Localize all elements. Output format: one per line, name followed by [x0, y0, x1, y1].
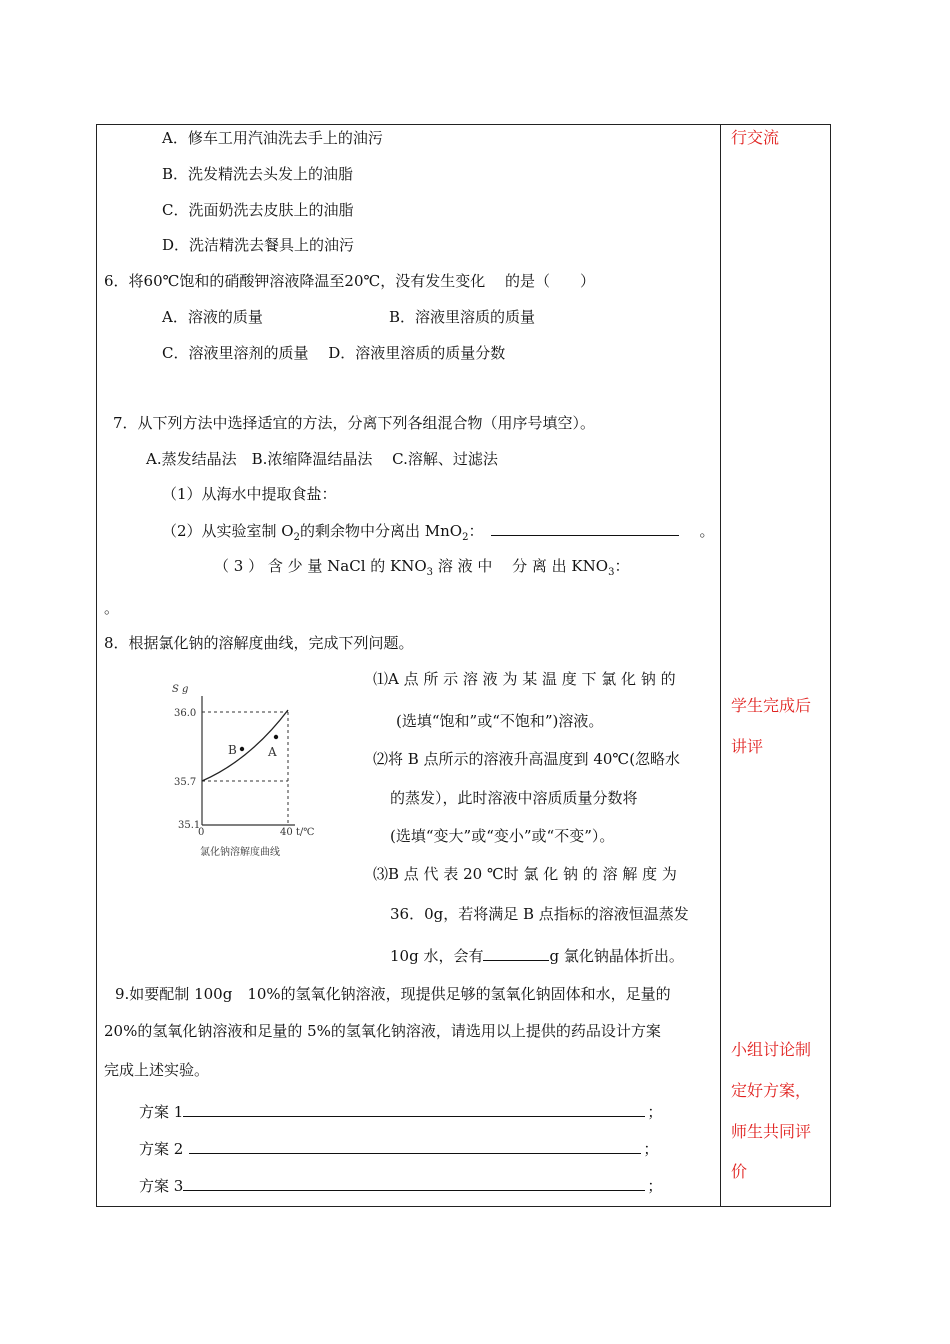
graph-point-a-label: A	[268, 745, 277, 759]
note-group-4: 价	[731, 1162, 748, 1181]
q5-option-a: A．修车工用汽油洗去手上的油污	[162, 129, 383, 147]
q7-part1: （1）从海水中提取食盐：	[162, 485, 337, 503]
note-group-1: 小组讨论制	[731, 1040, 812, 1059]
q5-option-c: C．洗面奶洗去皮肤上的油脂	[162, 201, 354, 219]
q9-line1: 9.如要配制 100g 10%的氢氧化钠溶液，现提供足够的氢氧化钠固体和水，足量的	[115, 985, 671, 1003]
graph-y-label: S g	[172, 684, 189, 695]
note-group-3: 师生共同评	[731, 1122, 812, 1141]
solubility-graph	[160, 670, 360, 865]
graph-y-tick-36: 36.0	[174, 708, 197, 719]
graph-point-a	[274, 735, 278, 739]
q7-part2: （2）从实验室制 $O_2$的剩余物中分离出 MnO$_2$： 。	[162, 522, 715, 543]
q7-part3: （ 3 ） 含 少 量 NaCl 的 $KNO_3$ 溶 液 中 分 离 出 $KNO_3$：	[214, 557, 630, 578]
q7-stem: 7．从下列方法中选择适宜的方法，分离下列各组混合物（用序号填空）。	[113, 414, 596, 432]
q9-plan2: 方案 2 ；	[139, 1140, 659, 1158]
note-student-complete-2: 讲评	[731, 737, 764, 756]
q8-line5: (选填“变大”或“变小”或“不变”）。	[390, 827, 615, 845]
q7-tail: 。	[104, 599, 120, 617]
graph-x-tick-0: 0	[198, 827, 205, 838]
graph-point-b	[240, 747, 244, 751]
graph-point-b-label: B	[228, 743, 237, 757]
q5-option-d: D．洗洁精洗去餐具上的油污	[162, 236, 355, 254]
q8-stem: 8．根据氯化钠的溶解度曲线，完成下列问题。	[104, 634, 414, 652]
q8-line8: 10g 水，会有 g 氯化钠晶体折出。	[390, 947, 684, 965]
plan2-answer-blank[interactable]	[189, 1138, 641, 1154]
q6-option-b: B．溶液里溶质的质量	[389, 308, 536, 326]
q6-option-cd: C．溶液里溶剂的质量 D．溶液里溶质的质量分数	[162, 344, 506, 362]
plan1-answer-blank[interactable]	[183, 1101, 645, 1117]
q8-line6: ⑶B 点 代 表 20 ℃时 氯 化 钠 的 溶 解 度 为	[373, 865, 677, 883]
note-exchange: 行交流	[731, 128, 780, 147]
graph-x-tick-40: 40 t/℃	[280, 827, 315, 838]
graph-caption: 氯化钠溶解度曲线	[200, 847, 280, 858]
graph-y-tick-357: 35.7	[174, 777, 197, 788]
q5-option-b: B．洗发精洗去头发上的油脂	[162, 165, 354, 183]
q7-part2-answer-blank[interactable]	[491, 520, 679, 536]
graph-y-tick-351: 35.1	[178, 820, 201, 831]
q9-line3: 完成上述实验。	[104, 1061, 210, 1079]
note-student-complete-1: 学生完成后	[731, 696, 812, 715]
q9-plan1: 方案 1 ；	[139, 1103, 663, 1121]
q8-line2: (选填“饱和”或“不饱和”)溶液。	[396, 712, 604, 730]
column-divider	[720, 124, 721, 1207]
q9-plan3: 方案 3 ；	[139, 1177, 663, 1195]
q9-line2: 20%的氢氧化钠溶液和足量的 5%的氢氧化钠溶液，请选用以上提供的药品设计方案	[104, 1022, 661, 1040]
q8-answer-blank[interactable]	[483, 945, 549, 961]
q6-stem: 6．将60℃饱和的硝酸钾溶液降温至20℃，没有发生变化 的是（ ）	[104, 272, 596, 290]
q8-line7: 36．0g，若将满足 B 点指标的溶液恒温蒸发	[390, 905, 689, 923]
q8-line3: ⑵将 B 点所示的溶液升高温度到 40℃(忽略水	[373, 750, 681, 768]
q6-option-a: A．溶液的质量	[162, 308, 263, 326]
note-group-2: 定好方案，	[731, 1081, 812, 1100]
q8-line1: ⑴A 点 所 示 溶 液 为 某 温 度 下 氯 化 钠 的	[373, 670, 676, 688]
q7-methods: A.蒸发结晶法 B.浓缩降温结晶法 C.溶解、过滤法	[146, 450, 498, 468]
q8-line4: 的蒸发），此时溶液中溶质质量分数将	[390, 789, 638, 807]
plan3-answer-blank[interactable]	[183, 1175, 645, 1191]
